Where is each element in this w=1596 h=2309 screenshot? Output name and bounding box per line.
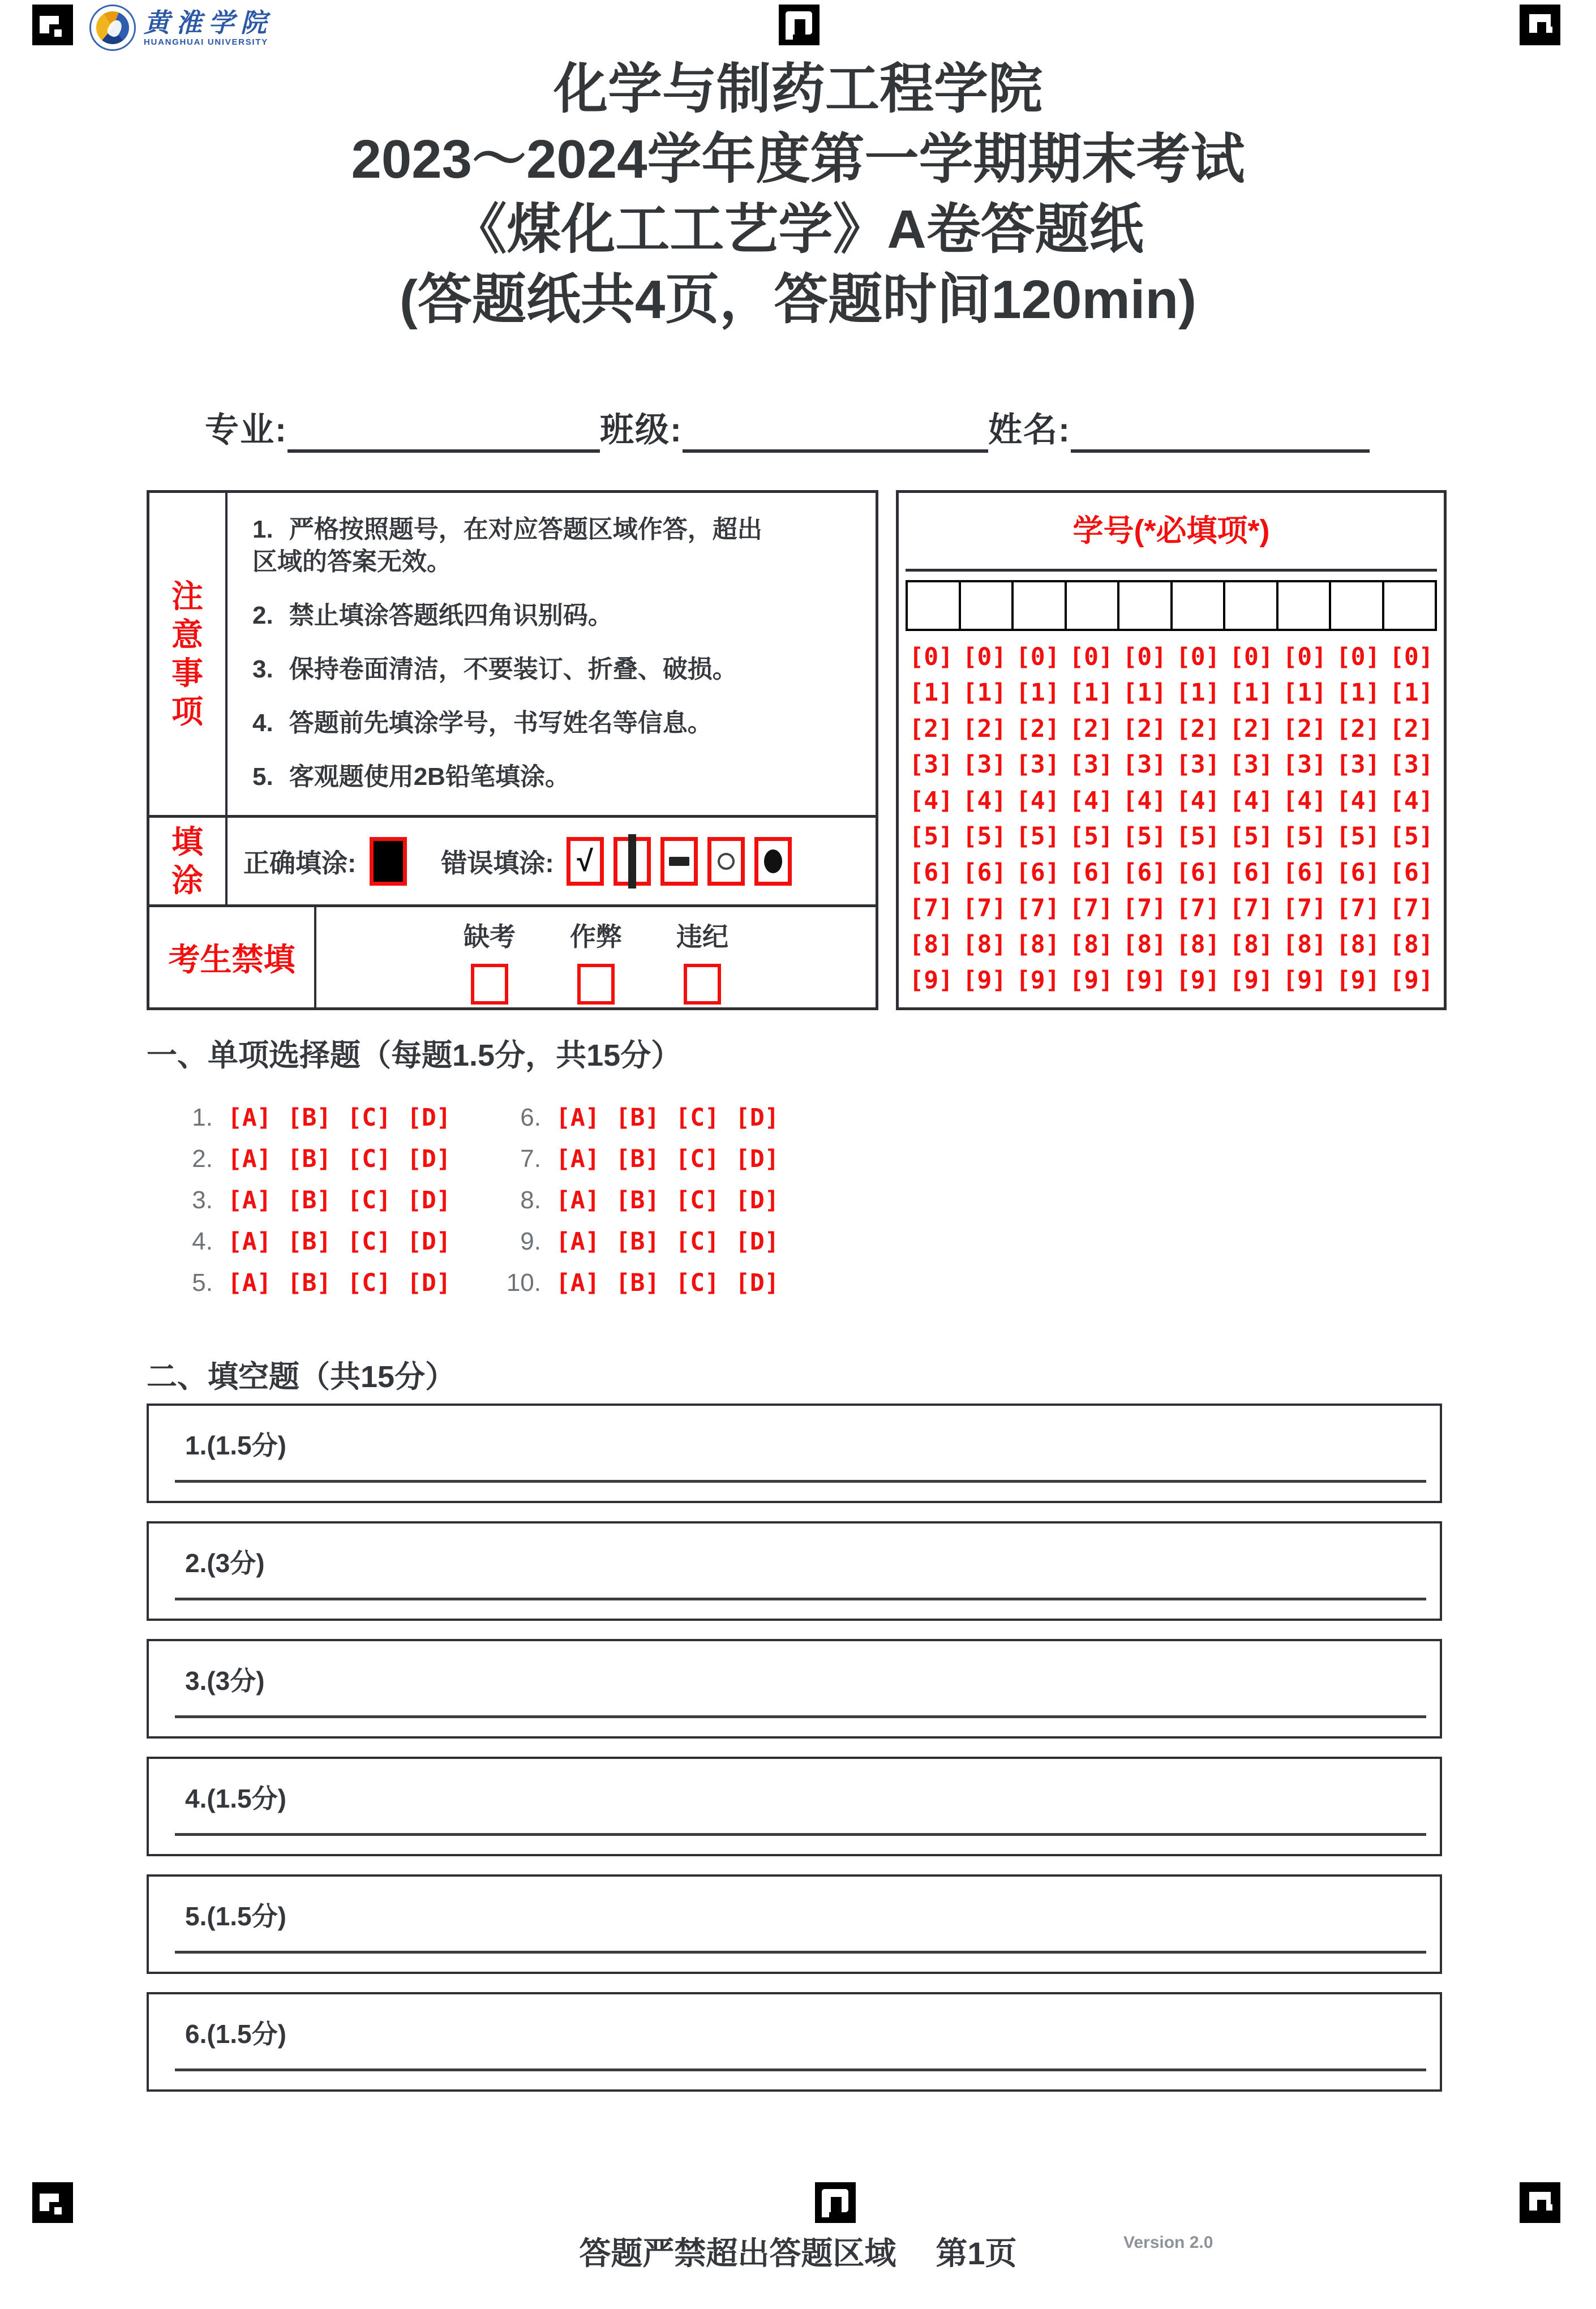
choice-question <box>170 1179 498 1221</box>
check-mark-icon: √ <box>577 844 593 878</box>
digit-bubble-4[interactable]: [4] <box>1389 786 1434 815</box>
choice-question <box>498 1262 849 1303</box>
digit-bubble-2[interactable]: [2] <box>1336 714 1380 743</box>
digit-bubble-2[interactable]: [2] <box>1389 714 1434 743</box>
option-bubble-C[interactable]: [C] <box>675 1227 720 1256</box>
question-number: 9. <box>520 1227 541 1255</box>
blank-answer-box <box>147 1404 1442 1503</box>
student-id-cell[interactable] <box>1276 580 1332 631</box>
examiner-option <box>676 916 728 1007</box>
filling-label-cell <box>149 818 228 904</box>
notice-item-text: 客观题使用2B铅笔填涂。 <box>289 763 570 791</box>
digit-bubble-6[interactable]: [6] <box>1229 858 1273 887</box>
dash-mark-icon <box>669 857 689 866</box>
notice-item <box>252 761 765 793</box>
title-line: 化学与制药工程学院 <box>554 59 1042 119</box>
option-bubble-D[interactable]: [D] <box>407 1186 451 1214</box>
choice-grid <box>170 1097 849 1303</box>
notice-box <box>147 490 878 1010</box>
wrong-mark-box <box>660 837 698 886</box>
correct-fill-label: 正确填涂: <box>243 848 357 878</box>
digit-bubble-6[interactable]: [6] <box>909 858 953 887</box>
filling-row <box>149 818 876 907</box>
wrong-mark-box <box>754 837 792 886</box>
university-name-cn: 黄淮学院 <box>144 7 273 38</box>
digit-bubble-5[interactable]: [5] <box>909 822 953 851</box>
blank-answer-box <box>147 1992 1442 2092</box>
digit-bubble-9[interactable]: [9] <box>1175 966 1220 995</box>
filling-label: 填涂 <box>171 823 203 898</box>
digit-bubble-5[interactable]: [5] <box>1175 822 1220 851</box>
option-bubble-A[interactable]: [A] <box>228 1144 272 1173</box>
blank-answer-line[interactable] <box>175 1833 1426 1836</box>
examiner-row <box>149 907 876 1007</box>
blank-label: 5.(1.5分) <box>185 1902 286 1931</box>
choice-question <box>498 1097 849 1138</box>
digit-bubble-5[interactable]: [5] <box>962 822 1007 851</box>
digit-bubble-7[interactable]: [7] <box>1229 894 1273 923</box>
field-input-major[interactable] <box>288 410 600 453</box>
student-id-cell[interactable] <box>1065 580 1120 631</box>
notice-item-number: 4. <box>252 709 273 737</box>
option-bubble-B[interactable]: [B] <box>615 1227 660 1256</box>
wrong-mark-box <box>613 837 651 886</box>
student-id-cells <box>906 580 1437 631</box>
digit-bubble-8[interactable]: [8] <box>1069 930 1113 959</box>
notice-item-number: 5. <box>252 763 273 791</box>
digit-bubble-4[interactable]: [4] <box>909 786 953 815</box>
option-bubble-D[interactable]: [D] <box>407 1268 451 1297</box>
digit-bubble-0[interactable]: [0] <box>1122 642 1167 671</box>
digit-bubble-7[interactable]: [7] <box>1015 894 1060 923</box>
option-bubble-A[interactable]: [A] <box>556 1103 600 1132</box>
digit-bubble-4[interactable]: [4] <box>1336 786 1380 815</box>
footer-warning: 答题严禁超出答题区域 <box>579 2235 896 2271</box>
digit-bubble-0[interactable]: [0] <box>909 642 953 671</box>
digit-bubble-8[interactable]: [8] <box>1229 930 1273 959</box>
digit-bubble-5[interactable]: [5] <box>1336 822 1380 851</box>
choice-question <box>498 1138 849 1179</box>
digit-bubble-1[interactable]: [1] <box>1229 679 1273 707</box>
question-number: 10. <box>506 1268 541 1297</box>
examiner-checkbox[interactable] <box>471 964 508 1005</box>
university-name-en: HUANGHUAI UNIVERSITY <box>144 37 268 47</box>
choice-question <box>498 1179 849 1221</box>
option-bubble-B[interactable]: [B] <box>287 1103 332 1132</box>
blank-label: 2.(3分) <box>185 1548 265 1578</box>
question-number: 1. <box>192 1103 213 1131</box>
option-bubble-A[interactable]: [A] <box>556 1227 600 1256</box>
notice-row <box>149 493 876 818</box>
title-line: 2023～2024学年度第一学期期末考试 <box>351 129 1245 190</box>
digit-bubble-6[interactable]: [6] <box>1282 858 1327 887</box>
blank-answer-box <box>147 1874 1442 1974</box>
option-bubble-D[interactable]: [D] <box>407 1144 451 1173</box>
fiducial-marker-top-center <box>779 5 820 45</box>
digit-bubble-4[interactable]: [4] <box>1229 786 1273 815</box>
option-bubble-D[interactable]: [D] <box>735 1186 779 1214</box>
digit-bubble-4[interactable]: [4] <box>962 786 1007 815</box>
digit-bubble-9[interactable]: [9] <box>909 966 953 995</box>
digit-bubble-0[interactable]: [0] <box>1282 642 1327 671</box>
option-bubble-B[interactable]: [B] <box>287 1144 332 1173</box>
notice-label-cell <box>149 493 228 815</box>
digit-bubble-0[interactable]: [0] <box>1336 642 1380 671</box>
digit-bubble-9[interactable]: [9] <box>1015 966 1060 995</box>
blank-answer-line[interactable] <box>175 1598 1426 1600</box>
blank-answer-line[interactable] <box>175 2068 1426 2071</box>
option-bubble-D[interactable]: [D] <box>735 1268 779 1297</box>
digit-bubble-2[interactable]: [2] <box>1122 714 1167 743</box>
digit-bubble-8[interactable]: [8] <box>1282 930 1327 959</box>
digit-bubble-0[interactable]: [0] <box>962 642 1007 671</box>
question-number: 8. <box>520 1186 541 1214</box>
info-area <box>147 490 1447 1010</box>
student-id-divider <box>906 569 1437 572</box>
digit-bubble-4[interactable]: [4] <box>1282 786 1327 815</box>
examiner-option-label: 作弊 <box>570 922 622 951</box>
blank-label: 3.(3分) <box>185 1666 265 1696</box>
examiner-label-cell <box>149 907 316 1007</box>
digit-bubble-1[interactable]: [1] <box>1282 679 1327 707</box>
blank-label: 6.(1.5分) <box>185 2019 286 2049</box>
digit-bubble-6[interactable]: [6] <box>1175 858 1220 887</box>
option-bubble-A[interactable]: [A] <box>228 1103 272 1132</box>
fiducial-marker-bottom-center <box>815 2182 856 2223</box>
digit-bubble-1[interactable]: [1] <box>1122 679 1167 707</box>
notice-item <box>252 599 765 632</box>
digit-bubble-7[interactable]: [7] <box>1389 894 1434 923</box>
option-bubble-B[interactable]: [B] <box>615 1103 660 1132</box>
section2-title: 二、填空题（共15分） <box>147 1360 456 1394</box>
notice-content <box>228 493 876 815</box>
fiducial-marker-bottom-left <box>32 2182 73 2223</box>
blank-answer-box <box>147 1521 1442 1621</box>
digit-bubble-3[interactable]: [3] <box>909 750 953 779</box>
digit-bubble-7[interactable]: [7] <box>909 894 953 923</box>
option-bubble-D[interactable]: [D] <box>735 1144 779 1173</box>
student-id-cell[interactable] <box>1329 580 1384 631</box>
digit-bubble-2[interactable]: [2] <box>1282 714 1327 743</box>
examiner-checkbox[interactable] <box>684 964 721 1005</box>
option-bubble-C[interactable]: [C] <box>347 1144 392 1173</box>
digit-bubble-1[interactable]: [1] <box>962 679 1007 707</box>
question-number: 6. <box>520 1103 541 1131</box>
notice-item-text: 保持卷面清洁，不要装订、折叠、破损。 <box>289 655 737 683</box>
field-input-class[interactable] <box>683 410 988 453</box>
digit-bubble-6[interactable]: [6] <box>1015 858 1060 887</box>
option-bubble-B[interactable]: [B] <box>615 1144 660 1173</box>
option-bubble-B[interactable]: [B] <box>615 1268 660 1297</box>
student-id-digit-grid <box>904 639 1438 998</box>
digit-bubble-9[interactable]: [9] <box>1069 966 1113 995</box>
digit-bubble-2[interactable]: [2] <box>962 714 1007 743</box>
digit-bubble-7[interactable]: [7] <box>1336 894 1380 923</box>
option-bubble-C[interactable]: [C] <box>675 1268 720 1297</box>
option-bubble-C[interactable]: [C] <box>675 1103 720 1132</box>
digit-bubble-8[interactable]: [8] <box>1389 930 1434 959</box>
student-id-cell[interactable] <box>1223 580 1278 631</box>
field-label-name: 姓名: <box>988 411 1071 449</box>
digit-bubble-7[interactable]: [7] <box>1122 894 1167 923</box>
digit-bubble-3[interactable]: [3] <box>1122 750 1167 779</box>
fiducial-marker-top-left <box>32 5 73 45</box>
field-input-name[interactable] <box>1071 410 1370 453</box>
digit-bubble-3[interactable]: [3] <box>962 750 1007 779</box>
blank-answer-line[interactable] <box>175 1480 1426 1483</box>
option-bubble-C[interactable]: [C] <box>347 1186 392 1214</box>
version-label: Version 2.0 <box>1123 2233 1213 2252</box>
digit-bubble-9[interactable]: [9] <box>1336 966 1380 995</box>
examiner-options <box>316 907 876 1007</box>
dot-mark-icon <box>764 849 782 873</box>
digit-bubble-9[interactable]: [9] <box>962 966 1007 995</box>
digit-bubble-3[interactable]: [3] <box>1175 750 1220 779</box>
digit-bubble-8[interactable]: [8] <box>1175 930 1220 959</box>
digit-bubble-3[interactable]: [3] <box>1015 750 1060 779</box>
digit-bubble-8[interactable]: [8] <box>1015 930 1060 959</box>
section1-title: 一、单项选择题（每题1.5分，共15分） <box>147 1038 682 1072</box>
option-bubble-B[interactable]: [B] <box>615 1186 660 1214</box>
digit-bubble-8[interactable]: [8] <box>1122 930 1167 959</box>
option-bubble-D[interactable]: [D] <box>407 1103 451 1132</box>
digit-bubble-0[interactable]: [0] <box>1389 642 1434 671</box>
notice-item <box>252 513 765 578</box>
option-bubble-C[interactable]: [C] <box>347 1227 392 1256</box>
option-bubble-B[interactable]: [B] <box>287 1268 332 1297</box>
footer-page-number: 第1页 <box>936 2235 1017 2271</box>
notice-item-text: 严格按照题号，在对应答题区域作答，超出区域的答案无效。 <box>252 516 762 576</box>
title-line: 《煤化工工艺学》A卷答题纸 <box>452 199 1144 260</box>
digit-bubble-6[interactable]: [6] <box>1389 858 1434 887</box>
wrong-mark-box <box>707 837 745 886</box>
student-id-cell[interactable] <box>906 580 961 631</box>
digit-bubble-6[interactable]: [6] <box>1069 858 1113 887</box>
blank-label: 4.(1.5分) <box>185 1784 286 1813</box>
choice-question <box>170 1097 498 1138</box>
digit-bubble-5[interactable]: [5] <box>1282 822 1327 851</box>
option-bubble-C[interactable]: [C] <box>675 1144 720 1173</box>
digit-bubble-7[interactable]: [7] <box>1069 894 1113 923</box>
field-label-major: 专业: <box>205 411 288 449</box>
digit-bubble-1[interactable]: [1] <box>1389 679 1434 707</box>
blank-answer-line[interactable] <box>175 1951 1426 1954</box>
digit-bubble-3[interactable]: [3] <box>1069 750 1113 779</box>
question-number: 3. <box>192 1186 213 1214</box>
option-bubble-C[interactable]: [C] <box>347 1103 392 1132</box>
student-id-title: 学号(*必填项*) <box>1072 514 1270 548</box>
digit-bubble-7[interactable]: [7] <box>962 894 1007 923</box>
digit-bubble-5[interactable]: [5] <box>1229 822 1273 851</box>
notice-label: 注意事项 <box>171 578 203 729</box>
digit-bubble-1[interactable]: [1] <box>1336 679 1380 707</box>
fiducial-marker-bottom-right <box>1520 2182 1560 2223</box>
digit-bubble-2[interactable]: [2] <box>1229 714 1273 743</box>
digit-bubble-1[interactable]: [1] <box>909 679 953 707</box>
blank-answer-line[interactable] <box>175 1715 1426 1718</box>
examiner-option-label: 违纪 <box>676 922 728 951</box>
option-bubble-A[interactable]: [A] <box>228 1227 272 1256</box>
digit-bubble-4[interactable]: [4] <box>1069 786 1113 815</box>
student-id-cell[interactable] <box>1170 580 1226 631</box>
digit-bubble-1[interactable]: [1] <box>1069 679 1113 707</box>
digit-bubble-5[interactable]: [5] <box>1015 822 1060 851</box>
digit-bubble-5[interactable]: [5] <box>1389 822 1434 851</box>
digit-bubble-2[interactable]: [2] <box>1015 714 1060 743</box>
digit-bubble-5[interactable]: [5] <box>1069 822 1113 851</box>
option-bubble-A[interactable]: [A] <box>228 1186 272 1214</box>
digit-bubble-3[interactable]: [3] <box>1336 750 1380 779</box>
student-id-cell[interactable] <box>959 580 1014 631</box>
digit-bubble-8[interactable]: [8] <box>1336 930 1380 959</box>
digit-bubble-7[interactable]: [7] <box>1175 894 1220 923</box>
wrong-fill-label: 错误填涂: <box>441 848 554 878</box>
digit-bubble-0[interactable]: [0] <box>1069 642 1113 671</box>
notice-item-number: 1. <box>252 516 273 543</box>
digit-bubble-0[interactable]: [0] <box>1229 642 1273 671</box>
wrong-marks <box>567 837 792 886</box>
field-label-class: 班级: <box>599 411 683 449</box>
digit-bubble-0[interactable]: [0] <box>1015 642 1060 671</box>
digit-bubble-9[interactable]: [9] <box>1282 966 1327 995</box>
digit-bubble-1[interactable]: [1] <box>1175 679 1220 707</box>
digit-bubble-3[interactable]: [3] <box>1229 750 1273 779</box>
vbar-mark-icon <box>628 834 636 889</box>
student-id-cell[interactable] <box>1117 580 1173 631</box>
correct-mark-box <box>370 837 407 886</box>
blank-answer-box <box>147 1757 1442 1856</box>
digit-bubble-9[interactable]: [9] <box>1229 966 1273 995</box>
examiner-option <box>570 916 622 1007</box>
option-bubble-B[interactable]: [B] <box>287 1186 332 1214</box>
question-number: 4. <box>192 1227 213 1255</box>
option-bubble-C[interactable]: [C] <box>675 1186 720 1214</box>
title-line: (答题纸共4页，答题时间120min) <box>399 269 1197 330</box>
choice-question <box>498 1221 849 1262</box>
option-bubble-D[interactable]: [D] <box>735 1227 779 1256</box>
wrong-mark-box <box>567 837 604 886</box>
question-number: 5. <box>192 1268 213 1297</box>
title-block <box>0 54 1596 335</box>
notice-item-text: 答题前先填涂学号，书写姓名等信息。 <box>289 709 713 737</box>
digit-bubble-4[interactable]: [4] <box>1122 786 1167 815</box>
notice-item-text: 禁止填涂答题纸四角识别码。 <box>289 602 613 629</box>
choice-question <box>170 1138 498 1179</box>
option-bubble-D[interactable]: [D] <box>407 1227 451 1256</box>
option-bubble-A[interactable]: [A] <box>556 1186 600 1214</box>
filling-content <box>228 818 876 904</box>
examiner-option-label: 缺考 <box>464 922 516 951</box>
digit-bubble-1[interactable]: [1] <box>1015 679 1060 707</box>
option-bubble-D[interactable]: [D] <box>735 1103 779 1132</box>
student-id-box <box>896 490 1447 1010</box>
digit-bubble-9[interactable]: [9] <box>1389 966 1434 995</box>
digit-bubble-5[interactable]: [5] <box>1122 822 1167 851</box>
digit-bubble-8[interactable]: [8] <box>909 930 953 959</box>
university-emblem-icon <box>89 5 136 51</box>
blank-answer-box <box>147 1639 1442 1739</box>
digit-bubble-8[interactable]: [8] <box>962 930 1007 959</box>
option-bubble-C[interactable]: [C] <box>347 1268 392 1297</box>
digit-bubble-9[interactable]: [9] <box>1122 966 1167 995</box>
digit-bubble-7[interactable]: [7] <box>1282 894 1327 923</box>
digit-bubble-2[interactable]: [2] <box>909 714 953 743</box>
option-bubble-B[interactable]: [B] <box>287 1227 332 1256</box>
fiducial-marker-top-right <box>1520 5 1560 45</box>
digit-bubble-4[interactable]: [4] <box>1175 786 1220 815</box>
question-number: 2. <box>192 1144 213 1173</box>
question-number: 7. <box>520 1144 541 1173</box>
notice-list <box>252 513 765 793</box>
examiner-checkbox[interactable] <box>577 964 615 1005</box>
blank-list <box>147 1404 1442 2110</box>
university-logo <box>89 5 273 51</box>
choice-question <box>170 1221 498 1262</box>
digit-bubble-2[interactable]: [2] <box>1069 714 1113 743</box>
student-info-row <box>205 403 1428 453</box>
circle-mark-icon <box>718 853 735 870</box>
blank-label: 1.(1.5分) <box>185 1431 286 1460</box>
student-id-cell[interactable] <box>1011 580 1067 631</box>
student-id-cell[interactable] <box>1382 580 1438 631</box>
digit-bubble-6[interactable]: [6] <box>1336 858 1380 887</box>
choice-question <box>170 1262 498 1303</box>
notice-item-number: 3. <box>252 655 273 683</box>
notice-item <box>252 707 765 739</box>
option-bubble-A[interactable]: [A] <box>556 1268 600 1297</box>
digit-bubble-3[interactable]: [3] <box>1389 750 1434 779</box>
digit-bubble-0[interactable]: [0] <box>1175 642 1220 671</box>
examiner-label: 考生禁填 <box>168 941 295 977</box>
notice-item <box>252 653 765 685</box>
examiner-option <box>464 916 516 1007</box>
digit-bubble-6[interactable]: [6] <box>962 858 1007 887</box>
option-bubble-A[interactable]: [A] <box>556 1144 600 1173</box>
digit-bubble-6[interactable]: [6] <box>1122 858 1167 887</box>
footer <box>0 2229 1596 2274</box>
notice-item-number: 2. <box>252 602 273 629</box>
digit-bubble-4[interactable]: [4] <box>1015 786 1060 815</box>
digit-bubble-2[interactable]: [2] <box>1175 714 1220 743</box>
option-bubble-A[interactable]: [A] <box>228 1268 272 1297</box>
digit-bubble-3[interactable]: [3] <box>1282 750 1327 779</box>
